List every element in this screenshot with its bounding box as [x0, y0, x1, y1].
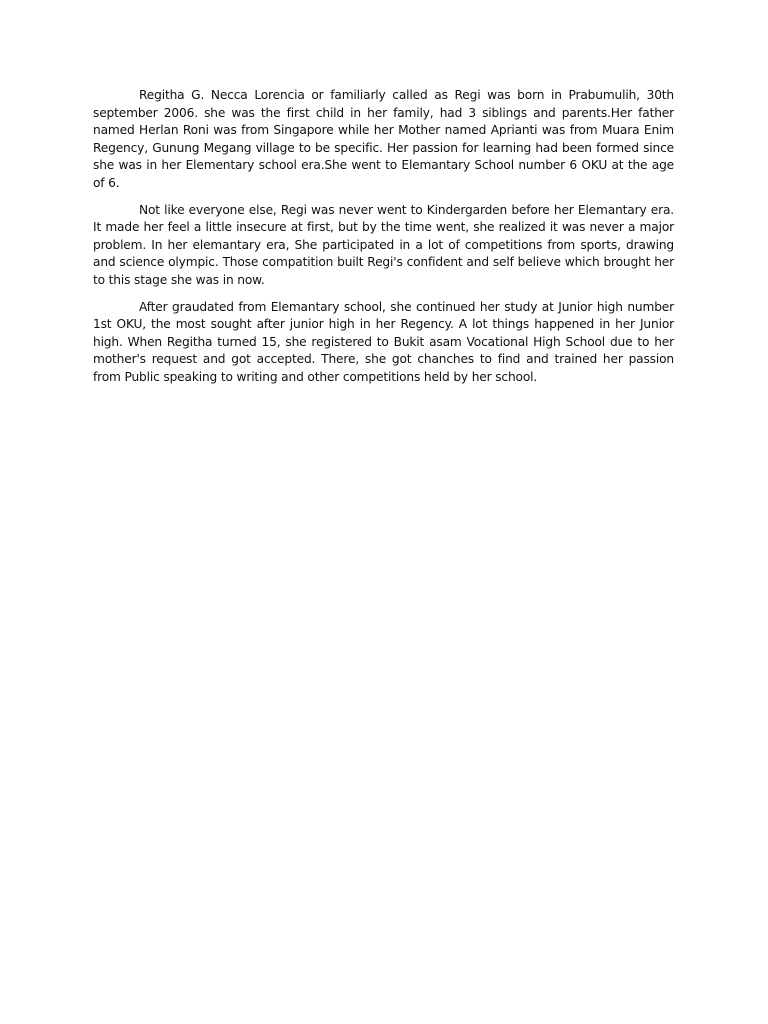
paragraph-birth: Regitha G. Necca Lorencia or familiarly called as Regi was born in Prabumulih, 30th september 2006. she was the first child in her family, had 3 siblings and parents.Her father named Herlan Roni was from Singapore while her Mother named Aprianti was from Muara Enim Regency, Gunung Megang village to be specific. Her passion for learning had been formed since she was in her Elementary school era.She went to Elemantary School number 6 OKU at the age of 6.	[93, 88, 674, 190]
paragraph-junior-high: After graudated from Elemantary school, she continued her study at Junior high number 1st OKU, the most sought after junior high in her Regency. A lot things happened in her Junior high. When Regitha turned 15, she registered to Bukit asam Vocational High School due to her mother's request and got accepted. There, she got chanches to find and trained her passion from Public speaking to writing and other competitions held by her school.	[93, 299, 674, 384]
paragraph-elementary: Not like everyone else, Regi was never went to Kindergarden before her Elemantary era. It made her feel a little insecure at first, but by the time went, she realized it was never a major problem. In her elemantary era, She participated in a lot of competitions from sports, drawing and science olympic. Those compatition built Regi's confident and self believe which brought her to this stage she was in now.	[93, 202, 674, 287]
document-body	[93, 87, 674, 396]
